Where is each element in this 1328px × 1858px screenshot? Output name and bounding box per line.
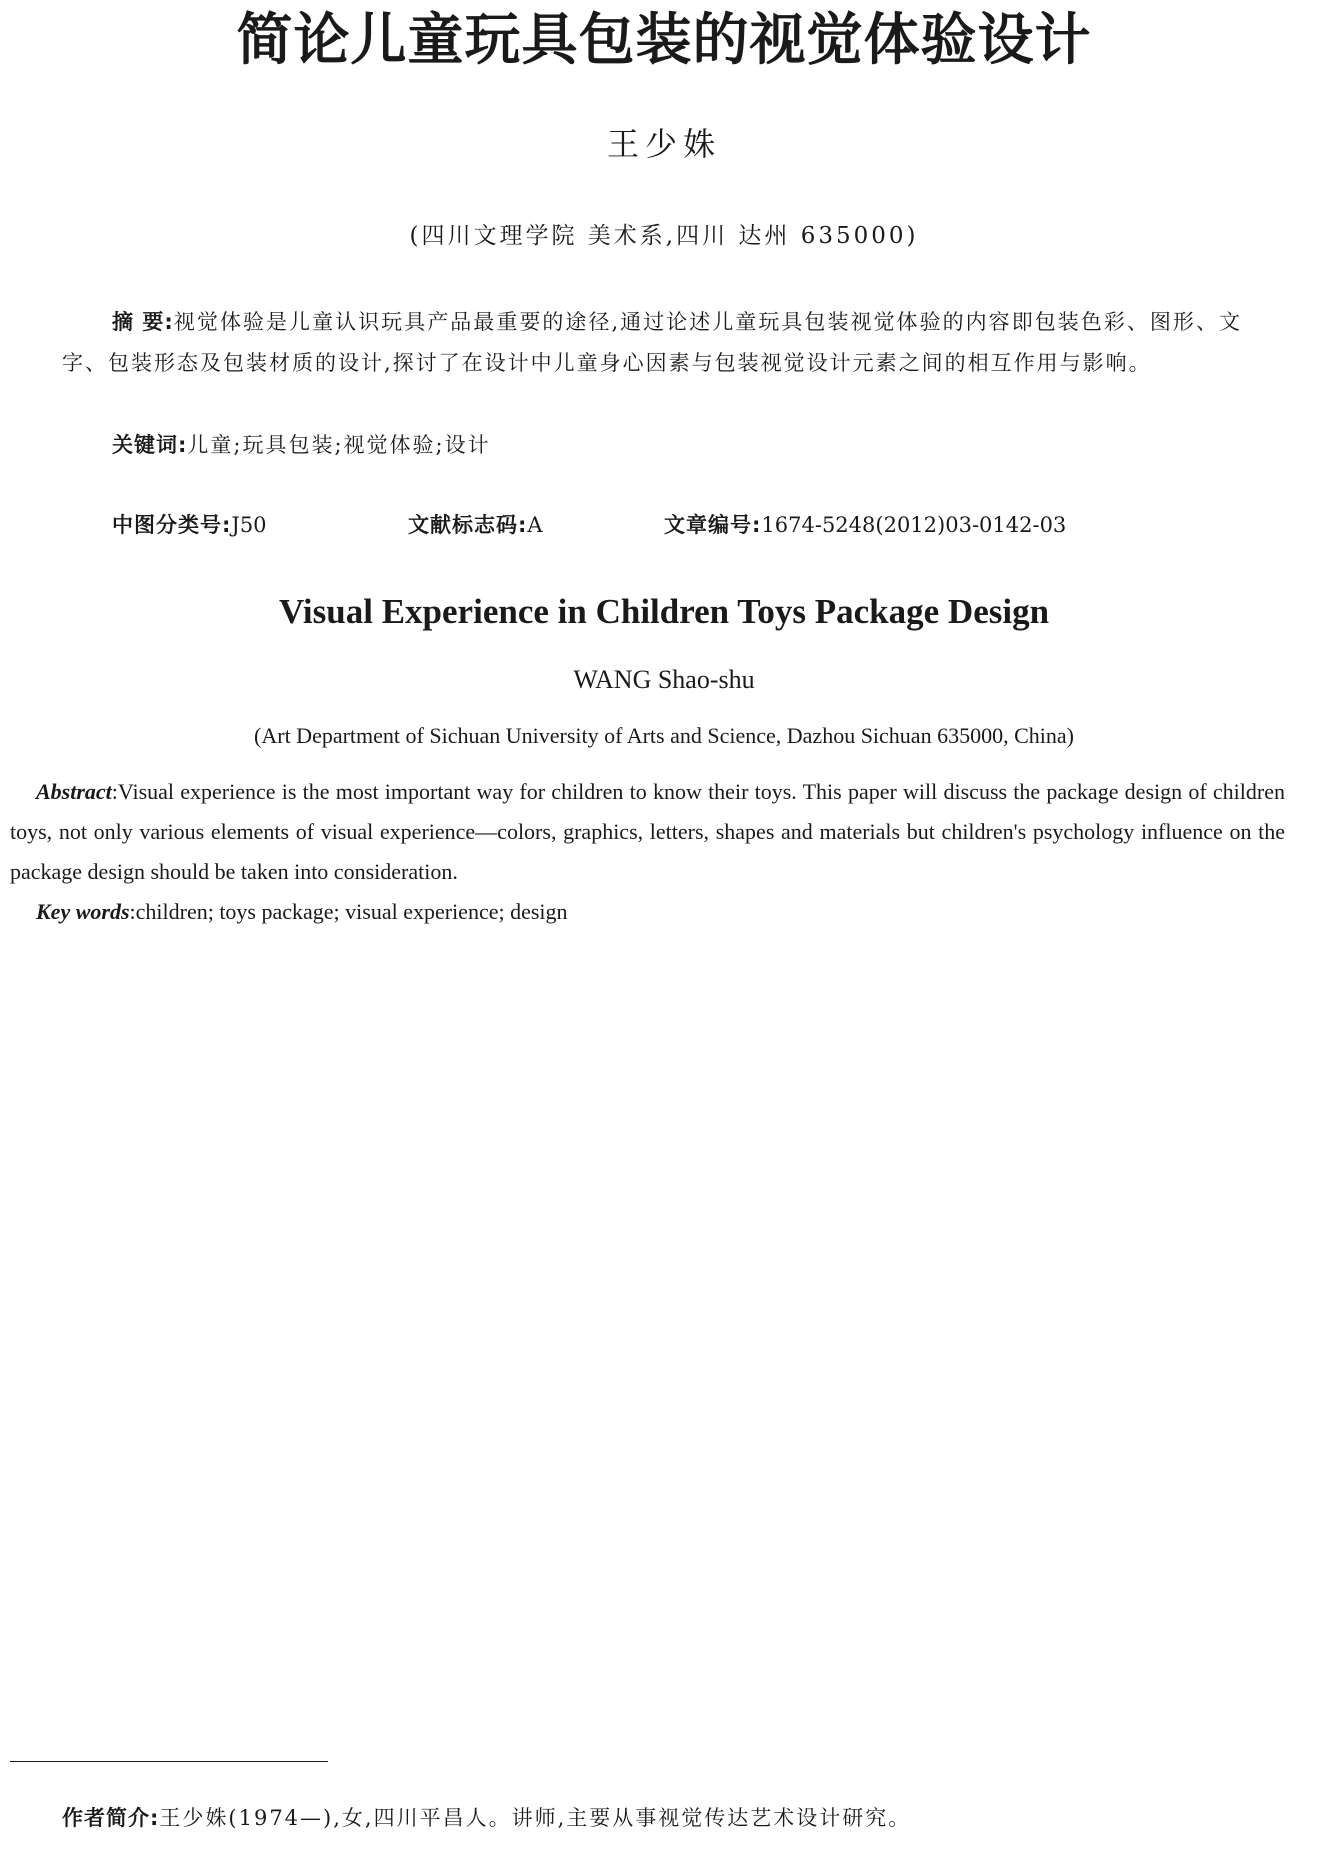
classification-row (112, 507, 1212, 543)
document-code-value: A (527, 513, 543, 537)
chinese-abstract-label: 摘 要: (112, 310, 174, 334)
footnote-text: 王少姝(1974—),女,四川平昌人。讲师,主要从事视觉传达艺术设计研究。 (159, 1806, 912, 1830)
english-affiliation: (Art Department of Sichuan University of Arts and Science, Dazhou Sichuan 635000, China) (254, 723, 1074, 748)
chinese-author: 王少姝 (606, 125, 721, 163)
clc-label: 中图分类号: (112, 513, 232, 537)
english-abstract (10, 772, 1285, 892)
chinese-title: 简论儿童玩具包装的视觉体验设计 (236, 8, 1092, 73)
english-keywords-label: Key words (36, 899, 130, 924)
english-keywords-separator: : (129, 899, 136, 924)
chinese-keywords-label: 关键词: (112, 433, 188, 457)
english-abstract-separator: : (111, 779, 118, 804)
english-author: WANG Shao-shu (573, 665, 755, 694)
chinese-keywords-text: 儿童;玩具包装;视觉体验;设计 (187, 433, 491, 457)
english-abstract-label: Abstract (36, 779, 112, 804)
clc-number (112, 507, 267, 543)
english-keywords-text: children; toys package; visual experience; design (135, 899, 568, 924)
footnote-divider (10, 1761, 328, 1762)
english-title: Visual Experience in Children Toys Package Design (278, 592, 1050, 631)
document-code-label: 文献标志码: (408, 513, 528, 537)
english-abstract-text: Visual experience is the most important way for children to know their toys. This paper will discuss the package design of children toys, not only various elements of visual experience—colors, graphics, letters, shapes and materials but children's psychology influence on the package design should be taken into consideration. (10, 779, 1285, 884)
english-keywords (36, 894, 568, 930)
footnote-label: 作者简介: (62, 1806, 160, 1830)
article-number-label: 文章编号: (664, 513, 762, 537)
chinese-abstract-text: 视觉体验是儿童认识玩具产品最重要的途径,通过论述儿童玩具包装视觉体验的内容即包装色彩、图形、文字、包装形态及包装材质的设计,探讨了在设计中儿童身心因素与包装视觉设计元素之间的相互作用与影响。 (62, 310, 1242, 375)
author-footnote (62, 1800, 911, 1836)
article-number-value: 1674-5248(2012)03-0142-03 (761, 513, 1067, 537)
chinese-keywords (112, 427, 491, 463)
clc-value: J50 (231, 513, 267, 537)
chinese-affiliation: (四川文理学院 美术系,四川 达州 635000) (409, 223, 919, 249)
chinese-abstract (62, 302, 1242, 384)
document-code (408, 507, 543, 543)
article-number (664, 507, 1066, 543)
